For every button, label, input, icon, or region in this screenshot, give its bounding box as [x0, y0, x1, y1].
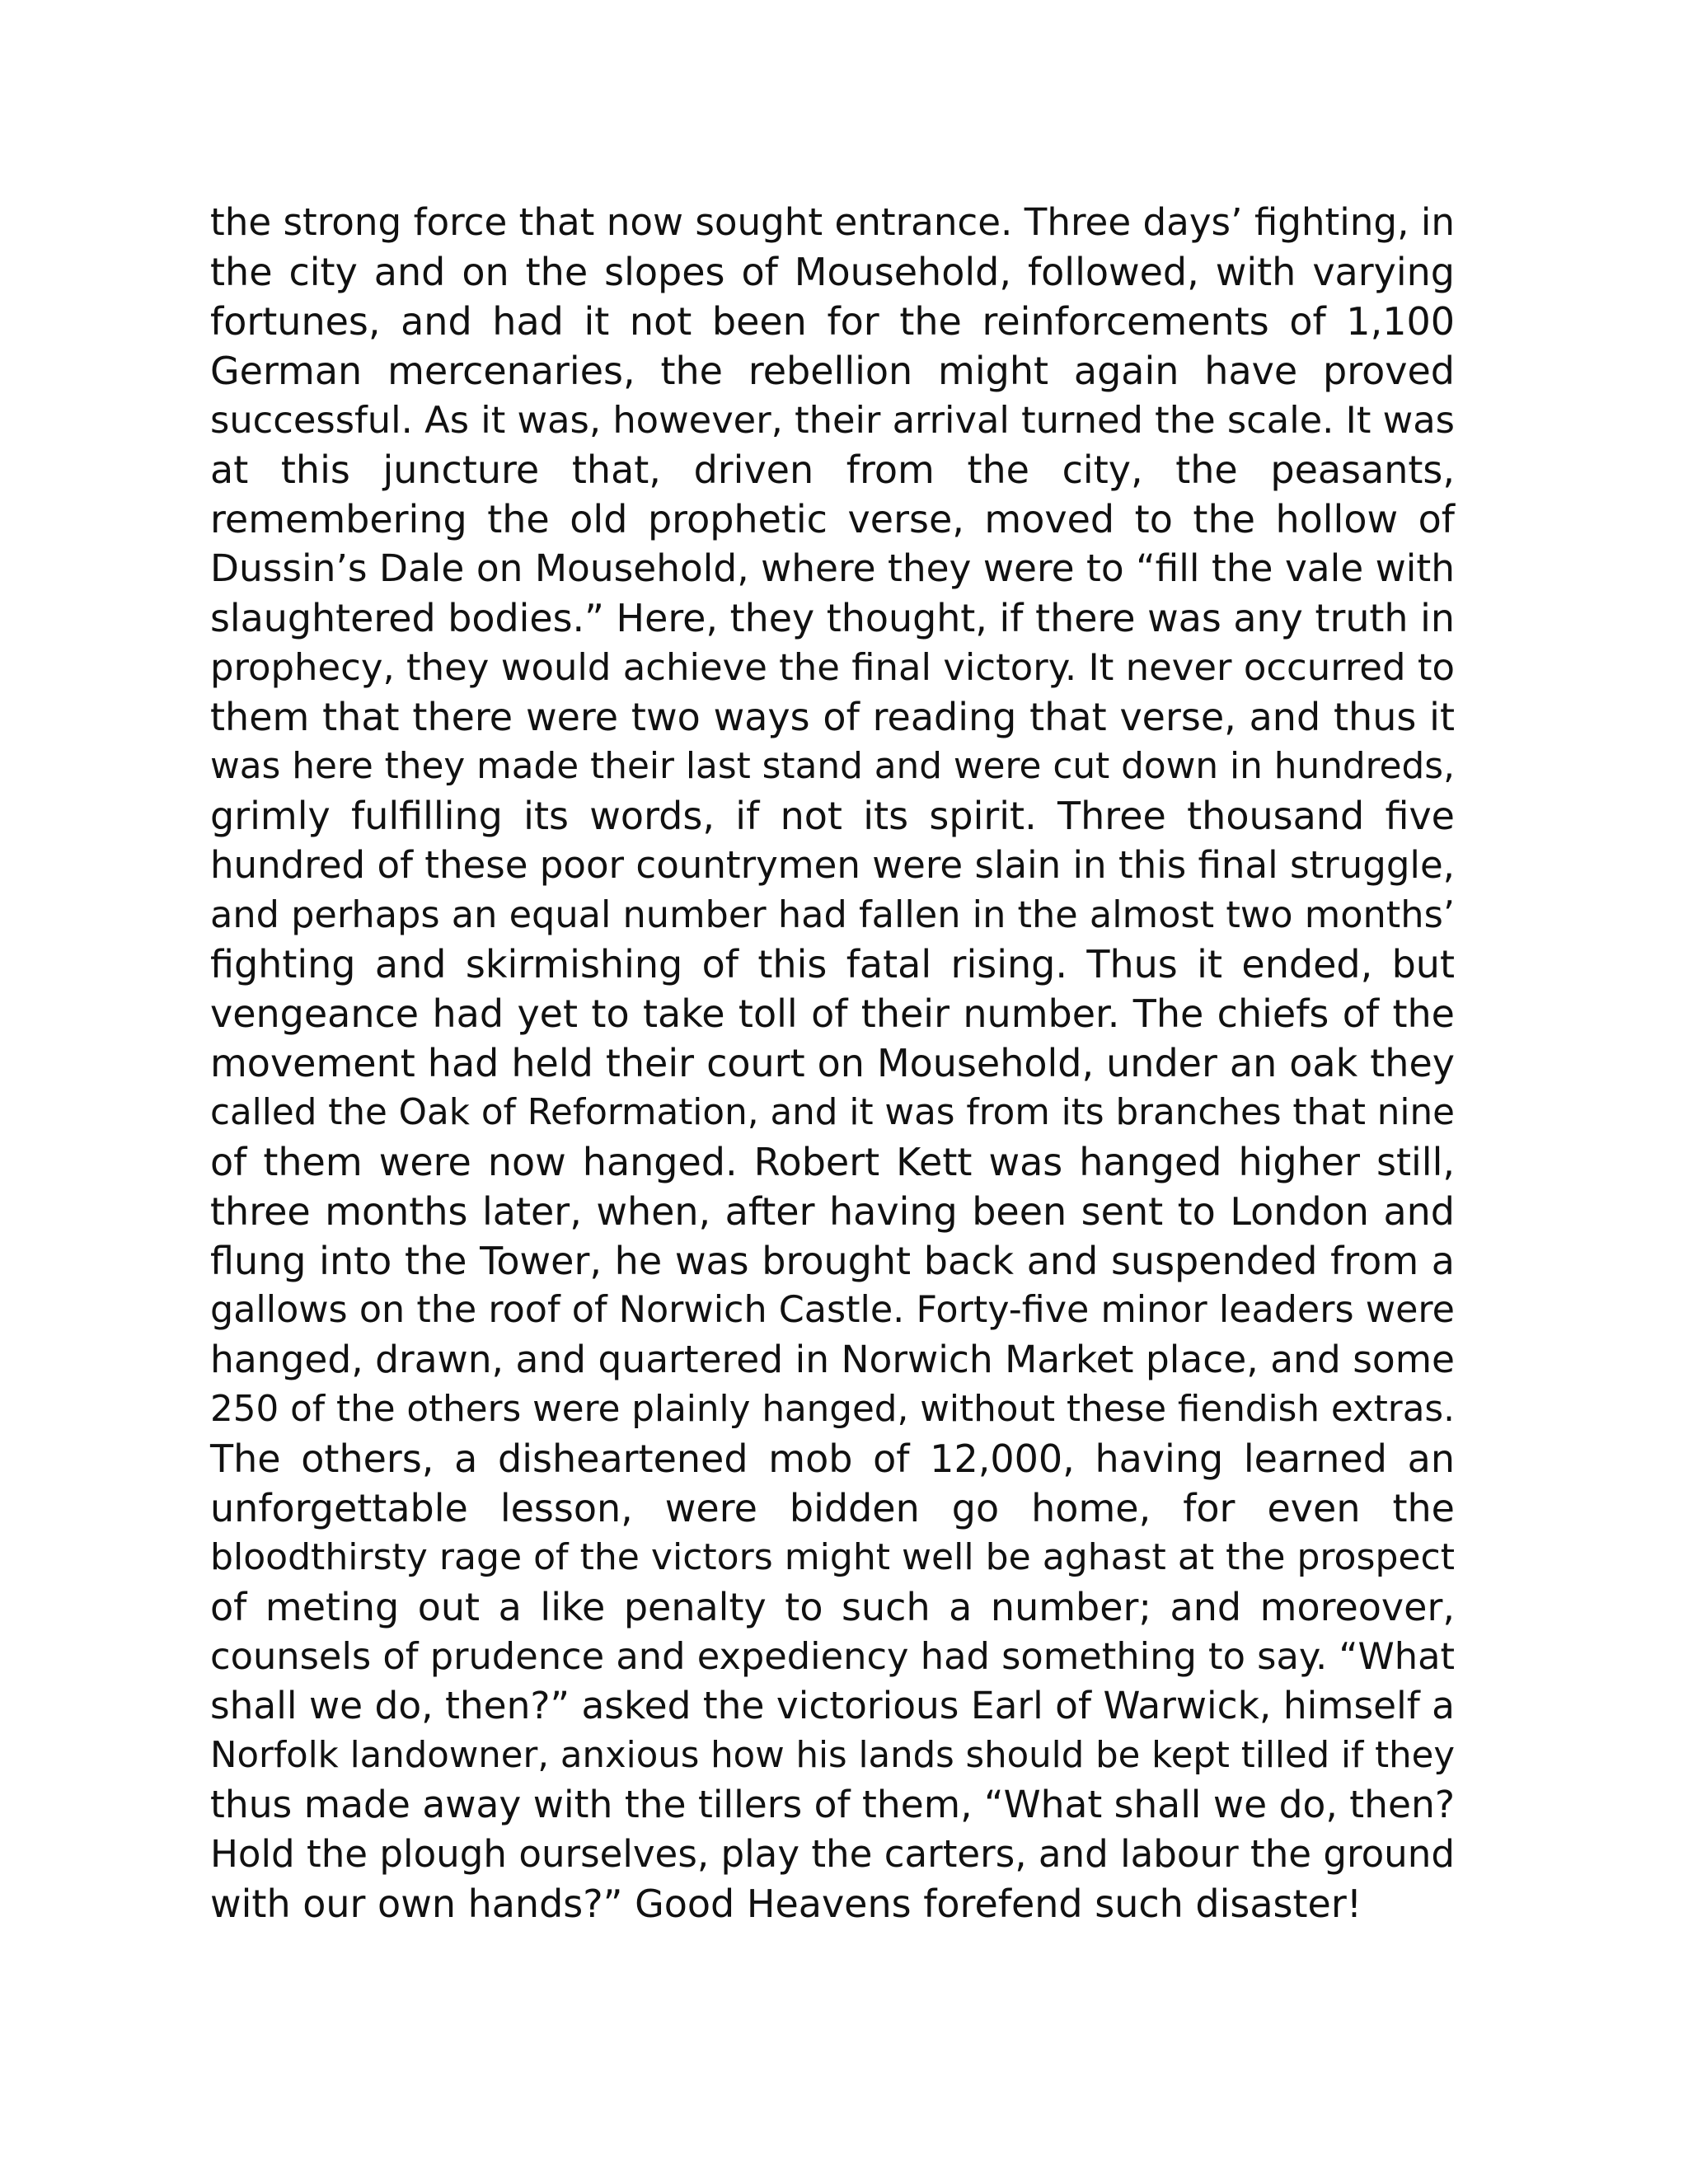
text-line: of meting out a like penalty to such a number; and moreover, — [210, 1585, 1455, 1629]
text-line: the strong force that now sought entrance. Three days’ fighting, in — [210, 200, 1455, 244]
text-line: was here they made their last stand and were cut down in hundreds, — [210, 745, 1455, 787]
text-line: with our own hands?” Good Heavens forefend such disaster! — [210, 1882, 1362, 1926]
text-line: shall we do, then?” asked the victorious Earl of Warwick, himself a — [210, 1684, 1455, 1727]
text-line: prophecy, they would achieve the final victory. It never occurred to — [210, 645, 1455, 689]
text-line: 250 of the others were plainly hanged, without these fiendish extras. — [210, 1389, 1455, 1430]
body-paragraph — [210, 198, 1455, 1929]
text-line: at this juncture that, driven from the city, the peasants, — [210, 448, 1455, 492]
text-line: Dussin’s Dale on Mousehold, where they were to “fill the vale with — [210, 546, 1455, 590]
text-line: German mercenaries, the rebellion might again have proved — [210, 349, 1455, 393]
text-line: of them were now hanged. Robert Kett was hanged higher still, — [210, 1140, 1455, 1184]
text-line: the city and on the slopes of Mousehold, followed, with varying — [210, 250, 1455, 294]
text-line: fortunes, and had it not been for the reinforcements of 1,100 — [210, 299, 1455, 344]
text-line: Hold the plough ourselves, play the carters, and labour the ground — [210, 1832, 1455, 1876]
text-line: thus made away with the tillers of them, “What shall we do, then? — [210, 1783, 1455, 1826]
text-line: The others, a disheartened mob of 12,000, having learned an — [210, 1436, 1455, 1481]
text-line: three months later, when, after having been sent to London and — [210, 1189, 1455, 1234]
text-line: gallows on the roof of Norwich Castle. Forty-five minor leaders were — [210, 1289, 1455, 1331]
text-line: bloodthirsty rage of the victors might well be aghast at the prospect — [210, 1536, 1455, 1578]
text-line: slaughtered bodies.” Here, they thought, if there was any truth in — [210, 596, 1455, 640]
text-line: counsels of prudence and expediency had something to say. “What — [210, 1634, 1456, 1678]
text-line: vengeance had yet to take toll of their number. The chiefs of the — [210, 991, 1455, 1036]
text-line: and perhaps an equal number had fallen in the almost two months’ — [210, 893, 1455, 936]
text-line: flung into the Tower, he was brought back and suspended from a — [210, 1239, 1455, 1283]
text-line: movement had held their court on Mousehold, under an oak they — [210, 1041, 1455, 1085]
text-line: hundred of these poor countrymen were slain in this final struggle, — [210, 843, 1455, 887]
text-line: successful. As it was, however, their arrival turned the scale. It was — [210, 398, 1455, 442]
text-line: unforgettable lesson, were bidden go home, for even the — [210, 1486, 1455, 1530]
text-line: Norfolk landowner, anxious how his lands should be kept tilled if they — [210, 1735, 1455, 1776]
text-line: grimly fulfilling its words, if not its spirit. Three thousand five — [210, 794, 1455, 838]
text-line: called the Oak of Reformation, and it was from its branches that nine — [210, 1092, 1455, 1133]
text-line: fighting and skirmishing of this fatal rising. Thus it ended, but — [210, 942, 1455, 987]
text-line: remembering the old prophetic verse, moved to the hollow of — [210, 497, 1455, 541]
text-line: hanged, drawn, and quartered in Norwich Market place, and some — [210, 1338, 1455, 1381]
text-line: them that there were two ways of reading that verse, and thus it — [210, 695, 1455, 739]
